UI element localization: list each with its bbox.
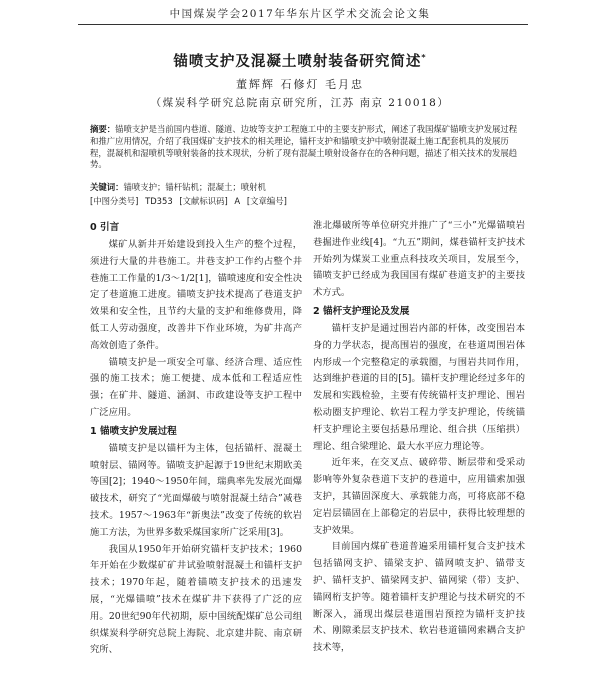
- header-rule: [78, 24, 528, 25]
- paragraph: 目前国内煤矿巷道普遍采用锚杆复合支护技术包括锚网支护、锚梁支护、锚网喷支护、锚带支护、锚杆支护、锚梁网支护、锚网梁（带）支护、锚网桁支护等。随着锚杆支护理论与技术研究的不断深入，涌现出煤层巷道围岩预控为锚杆支护技术、刚隙柔层支护技术、软岩巷道锚网索耦合支护技术等，: [313, 541, 525, 654]
- paragraph: 锚杆支护是通过围岩内部的杆体，改变围岩本身的力学状态，提高围岩的强度，在巷道周围岩体内形成一个完整稳定的承载圈，与围岩共同作用，达到维护巷道的目的[5]。锚杆支护理论经过多年的发展和实践检验，主要有传统锚杆支护理论、围岩松动圈支护理论、软岩工程力学支护理论，传统锚杆支护理论主要包括悬吊理论、组合拱（压缩拱）理论、组合梁理论、最大水平应力理论等。: [313, 322, 525, 452]
- paragraph-continued: 淮北爆破所等单位研究并推广了“三小”光爆锚喷岩巷掘进作业线[4]。“九五”期间，煤巷锚杆支护技术开始列为煤炭工业重点科技攻关项目，发展至今，锚喷支护已经成为我国国有煤矿巷道支护的主要技术方式。: [313, 220, 525, 299]
- abstract-text: 锚喷支护是当前国内巷道、隧道、边坡等支护工程施工中的主要支护形式，阐述了我国煤矿锚喷支护发展过程和推广应用情况，介绍了我国煤矿支护技术的相关理论，锚杆支护和锚喷支护中喷射混凝土施工配套机具的发展历程，混凝机和湿喷机等喷射装备的技术现状，分析了现有混凝土喷射设备存在的各种问题，描述了相关技术的发展趋势。: [90, 124, 518, 170]
- running-head: 中国煤炭学会2017年华东片区学术交流会论文集: [169, 8, 431, 20]
- keywords: [90, 182, 518, 194]
- section-heading-intro: 0 引言: [90, 222, 120, 233]
- right-column: [313, 218, 525, 657]
- keywords-label: 关键词：: [90, 182, 124, 192]
- classification-line: [90, 196, 518, 208]
- abstract-label: 摘要：: [90, 124, 116, 134]
- abstract: [90, 124, 518, 171]
- left-column: [90, 218, 302, 659]
- keywords-text: 锚喷支护；锚杆钻机；混凝土；喷射机: [123, 182, 266, 192]
- paragraph: 煤矿从新井开始建设到投入生产的整个过程，须进行大量的井巷施工。井巷支护工作约占整个井巷施工工作量的1/3～1/2[1]，锚喷速度和安全性决定了巷道施工进度。锚喷支护技术提高了巷道支护效果和安全性，且节约大量的支护和维修费用，降低工人劳动强度，改善井下作业环境，为矿井高产高效创造了条件。: [90, 239, 302, 351]
- paragraph: 我国从1950年开始研究锚杆支护技术；1960年开始在少数煤矿矿井试验喷射混凝土和锚杆支护技术；1970年起，随着锚喷支护技术的迅速发展，“光爆锚喷”技术在煤矿井下获得了广泛的应用。20世纪90年代初期，原中国统配煤矿总公司组织煤炭科学研究总院上海院、北京建井院、南京研究所、: [90, 543, 302, 656]
- title-footnote-mark: *: [421, 53, 427, 63]
- paragraph: 锚喷支护是以锚杆为主体，包括锚杆、混凝土喷射层、锚网等。锚喷支护起源于19世纪末期欧美等国[2]；1940～1950年间，瑞典率先发展光面爆破技术，研究了“光面爆破与喷射混凝土结合”减巷技术。1957～1963年“新奥法”改变了传统的软岩施工方法，为世界多数采煤国家所广泛采用[3]。: [90, 442, 302, 538]
- paragraph: 锚喷支护是一项安全可靠、经济合理、适应性强的施工技术；施工便捷、成本低和工程适应性强；在矿井、隧道、涵洞、市政建设等支护工程中广泛应用。: [90, 356, 302, 418]
- section-heading-1: 1 锚喷支护发展过程: [90, 425, 177, 437]
- article-number-label: [文章编号]: [246, 196, 287, 206]
- authors: 董辉辉 石修灯 毛月忠: [236, 78, 364, 91]
- clc-label: [中图分类号]: [90, 196, 139, 206]
- affiliation: （煤炭科学研究总院南京研究所，江苏 南京 210018）: [150, 97, 450, 109]
- clc-value: TD353: [145, 196, 173, 206]
- doc-code-label: [文献标识码]: [179, 196, 228, 206]
- paper-title: [0, 50, 600, 71]
- paragraph: 近年来，在交叉点、破碎带、断层带和受采动影响等外复杂巷道下支护的巷道中，应用锚索加强支护，其锚固深度大、承载能力高，可将底部不稳定岩层锚固在上部稳定的岩层中，获得比较理想的支护效果。: [313, 457, 525, 536]
- title-text: 锚喷支护及混凝土喷射装备研究简述: [173, 54, 422, 70]
- doc-code-value: A: [234, 196, 241, 206]
- section-heading-2: 2 锚杆支护理论及发展: [313, 305, 410, 317]
